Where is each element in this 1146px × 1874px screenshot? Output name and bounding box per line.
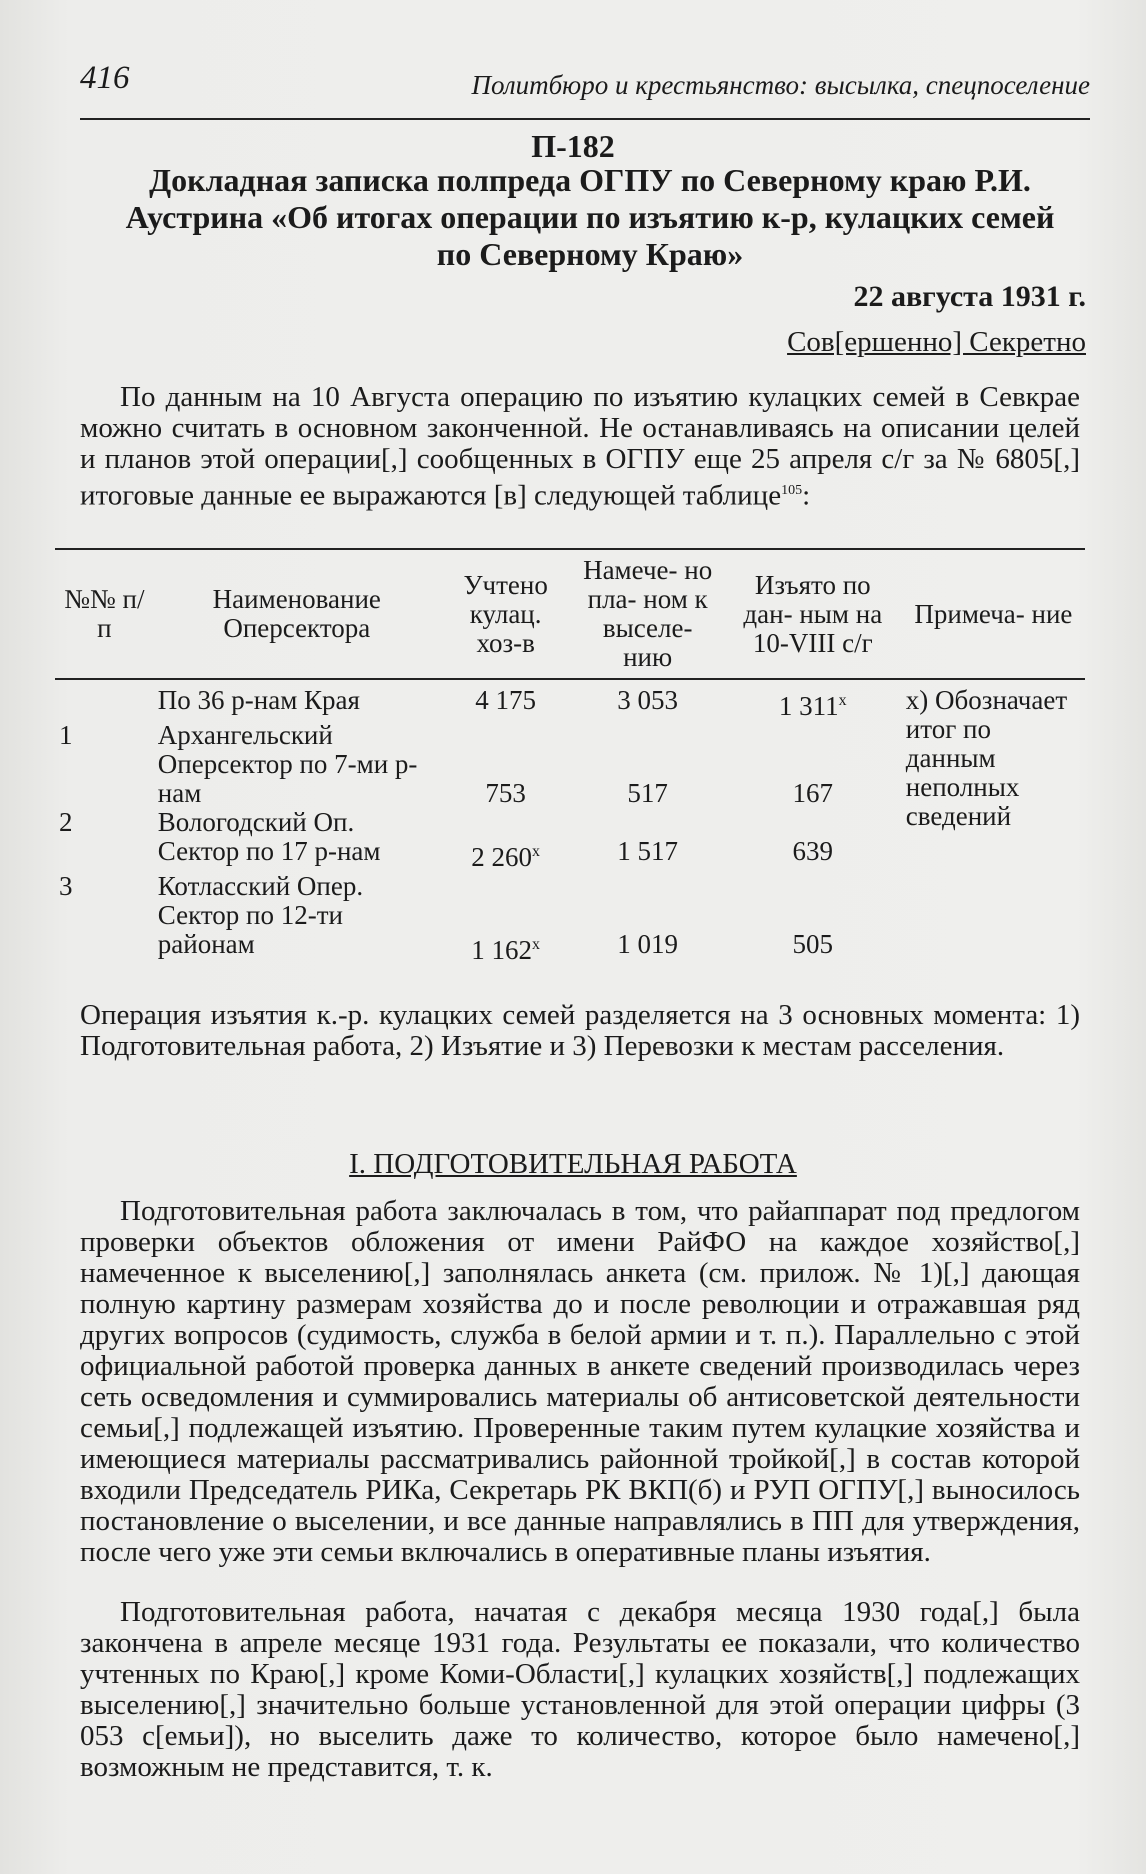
table-note: х) Обозначает итог по данным неполных сведений [905, 685, 1068, 831]
table-row-total [55, 679, 1085, 721]
row-number: 1 [59, 720, 73, 750]
col-header-taken: Изъято по дан- ным на 10-VIII с/г [724, 549, 902, 679]
total-taken-mark: х [838, 692, 847, 709]
row-taken: 639 [792, 836, 834, 866]
document-date: 22 августа 1931 г. [853, 280, 1086, 313]
document-title: Докладная записка полпреда ОГПУ по Северному краю Р.И. Аустрина «Об итогах операции по изъятию к-р, кулацких семей по Северному Краю» [125, 162, 1055, 272]
preparatory-work-paragraph: Подготовительная работа заключалась в том, что райаппарат под предлогом проверки объектов обложения от имени РайФО на каждое хозяйство[,] намеченное к выселению[,] заполнялась анкета (см. прилож. № 1)[,] дающая полную картину размерам хозяйства до и после революции и отражавшая ряд других вопросов (судимость, служба в белой армии и т. п.). Параллельно с этой официальной работой проверка данных в анкете сведений производилась через сеть осведомления и суммировались материалы об антисоветской деятельности семьи[,] подлежащей изъятию. Проверенные таким путем кулацкие хозяйства и имеющиеся материалы рассматривались районной тройкой[,] в состав которой входили Председатель РИКа, Секретарь РК ВКП(б) и РУП ОГПУ[,] выносилось постановление о выселении, и все данные направлялись в ПП для утверждения, после чего уже эти семьи включались в оперативные планы изъятия. [80, 1195, 1080, 1568]
intro-end: : [802, 479, 811, 512]
operations-table [55, 548, 1085, 965]
footnote-ref: 105 [781, 483, 803, 498]
row-planned: 1 019 [617, 929, 679, 959]
col-header-counted: Учтено кулац. хоз-в [440, 549, 572, 679]
classification-stamp: Сов[ершенно] Секретно [787, 326, 1086, 358]
row-counted: 1 162 [471, 935, 533, 965]
intro-text: По данным на 10 Августа операцию по изъятию кулацких семей в Севкрае можно считать в основном законченной. Не останавливаясь на описании целей и планов этой операции[,] сообщенных в ОГПУ еще 25 апреля с/г за № 6805[,] итоговые данные ее выражаются [в] следующей таблице [80, 381, 1080, 512]
col-header-note: Примеча- ние [902, 549, 1085, 679]
row-planned: 1 517 [617, 836, 679, 866]
row-taken: 167 [792, 778, 834, 808]
total-planned: 3 053 [617, 685, 679, 715]
row-counted: 2 260 [471, 842, 533, 872]
row-number: 2 [59, 807, 73, 837]
col-header-number: №№ п/п [55, 549, 154, 679]
row-number: 3 [59, 871, 73, 901]
col-header-sector: Наименование Оперсектора [154, 549, 440, 679]
row-sector: Вологодский Оп. Сектор по 17 р-нам [157, 807, 381, 866]
section-heading: I. ПОДГОТОВИТЕЛЬНАЯ РАБОТА [349, 1148, 797, 1180]
total-counted: 4 175 [475, 685, 537, 715]
row-taken: 505 [792, 929, 834, 959]
table-header-row [55, 549, 1085, 679]
running-title: Политбюро и крестьянство: высылка, спецпоселение [471, 70, 1090, 100]
total-name: По 36 р-нам Края [157, 685, 360, 715]
row-sector: Котласский Опер. Сектор по 12-ти районам [157, 871, 364, 959]
document-id: П-182 [531, 128, 615, 164]
total-taken: 1 311 [778, 691, 839, 721]
page-number: 416 [80, 60, 130, 96]
col-header-planned: Намече- но пла- ном к выселе- нию [572, 549, 724, 679]
row-counted-mark: х [532, 843, 541, 860]
intro-paragraph [80, 382, 1080, 512]
row-counted-mark: х [532, 936, 541, 953]
row-sector: Архангельский Оперсектор по 7-ми р-нам [157, 720, 418, 808]
row-counted: 753 [485, 778, 526, 808]
page-header [80, 58, 1090, 120]
row-planned: 517 [627, 778, 668, 808]
operation-stages-paragraph: Операция изъятия к.-р. кулацких семей разделяется на 3 основных момента: 1) Подготовительная работа, 2) Изъятие и 3) Перевозки к местам расселения. [80, 999, 1080, 1062]
results-paragraph: Подготовительная работа, начатая с декабря месяца 1930 года[,] была закончена в апреле месяце 1931 года. Результаты ее показали, что количество учтенных по Краю[,] кроме Коми-Области[,] кулацких хозяйств[,] подлежащих выселению[,] значительно больше установленной для этой операции цифры (3 053 с[емьи]), но выселить даже то количество, которое было намечено[,] возможным не представится, т. к. [80, 1596, 1080, 1783]
